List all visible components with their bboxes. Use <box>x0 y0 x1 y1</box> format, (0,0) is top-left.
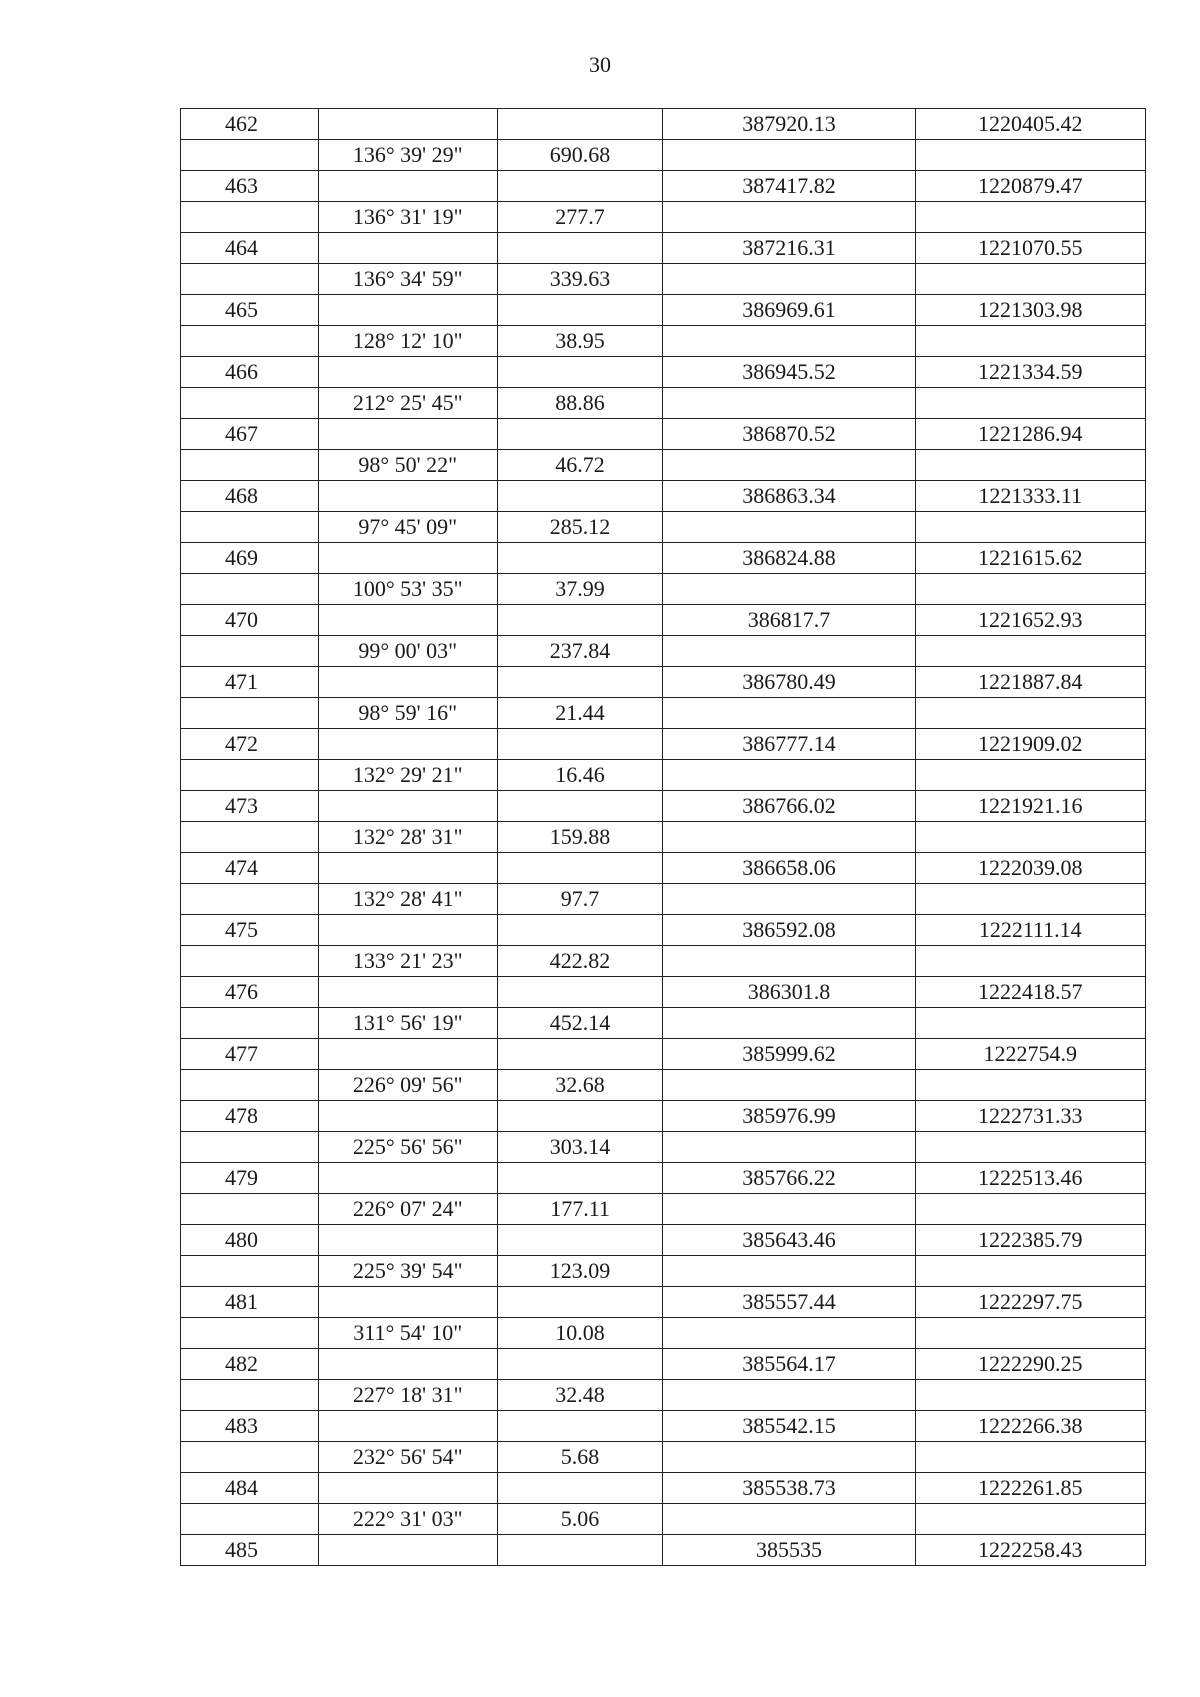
distance-cell: 32.48 <box>497 1380 663 1411</box>
easting-cell: 1221286.94 <box>915 419 1146 450</box>
point-row <box>181 791 1146 822</box>
distance-cell <box>497 1287 663 1318</box>
point-number-cell <box>181 1132 319 1163</box>
bearing-distance-row <box>181 574 1146 605</box>
distance-cell <box>497 1163 663 1194</box>
easting-cell: 1222261.85 <box>915 1473 1146 1504</box>
point-row <box>181 915 1146 946</box>
bearing-distance-row <box>181 202 1146 233</box>
northing-cell: 385564.17 <box>663 1349 915 1380</box>
bearing-cell: 100° 53' 35" <box>318 574 497 605</box>
distance-cell <box>497 1411 663 1442</box>
point-number-cell <box>181 760 319 791</box>
distance-cell <box>497 1473 663 1504</box>
northing-cell: 385542.15 <box>663 1411 915 1442</box>
northing-cell: 385766.22 <box>663 1163 915 1194</box>
distance-cell <box>497 667 663 698</box>
bearing-cell: 132° 29' 21" <box>318 760 497 791</box>
bearing-cell: 132° 28' 41" <box>318 884 497 915</box>
easting-cell <box>915 822 1146 853</box>
bearing-cell: 132° 28' 31" <box>318 822 497 853</box>
easting-cell: 1222513.46 <box>915 1163 1146 1194</box>
bearing-distance-row <box>181 822 1146 853</box>
bearing-cell <box>318 233 497 264</box>
easting-cell: 1222385.79 <box>915 1225 1146 1256</box>
distance-cell: 46.72 <box>497 450 663 481</box>
point-number-cell: 478 <box>181 1101 319 1132</box>
northing-cell: 385557.44 <box>663 1287 915 1318</box>
bearing-distance-row <box>181 698 1146 729</box>
point-number-cell: 469 <box>181 543 319 574</box>
bearing-cell: 97° 45' 09" <box>318 512 497 543</box>
easting-cell <box>915 946 1146 977</box>
point-row <box>181 605 1146 636</box>
point-number-cell <box>181 450 319 481</box>
northing-cell <box>663 264 915 295</box>
point-row <box>181 1535 1146 1566</box>
point-number-cell: 485 <box>181 1535 319 1566</box>
bearing-cell: 232° 56' 54" <box>318 1442 497 1473</box>
bearing-distance-row <box>181 1256 1146 1287</box>
distance-cell: 452.14 <box>497 1008 663 1039</box>
bearing-cell <box>318 419 497 450</box>
easting-cell: 1222290.25 <box>915 1349 1146 1380</box>
bearing-cell <box>318 357 497 388</box>
distance-cell: 16.46 <box>497 760 663 791</box>
northing-cell: 385999.62 <box>663 1039 915 1070</box>
bearing-distance-row <box>181 1132 1146 1163</box>
bearing-cell <box>318 1039 497 1070</box>
distance-cell <box>497 915 663 946</box>
point-row <box>181 357 1146 388</box>
bearing-distance-row <box>181 1380 1146 1411</box>
point-number-cell: 480 <box>181 1225 319 1256</box>
northing-cell <box>663 326 915 357</box>
bearing-distance-row <box>181 884 1146 915</box>
northing-cell: 385538.73 <box>663 1473 915 1504</box>
point-row <box>181 295 1146 326</box>
bearing-cell <box>318 543 497 574</box>
easting-cell: 1222258.43 <box>915 1535 1146 1566</box>
northing-cell <box>663 1504 915 1535</box>
point-row <box>181 667 1146 698</box>
point-number-cell <box>181 698 319 729</box>
point-number-cell <box>181 1380 319 1411</box>
point-row <box>181 853 1146 884</box>
northing-cell: 385535 <box>663 1535 915 1566</box>
northing-cell <box>663 574 915 605</box>
point-number-cell <box>181 636 319 667</box>
distance-cell <box>497 605 663 636</box>
bearing-cell: 222° 31' 03" <box>318 1504 497 1535</box>
point-row <box>181 729 1146 760</box>
bearing-cell: 133° 21' 23" <box>318 946 497 977</box>
northing-cell <box>663 388 915 419</box>
easting-cell <box>915 264 1146 295</box>
bearing-cell <box>318 1535 497 1566</box>
point-number-cell <box>181 512 319 543</box>
bearing-cell <box>318 295 497 326</box>
easting-cell <box>915 140 1146 171</box>
easting-cell <box>915 388 1146 419</box>
bearing-distance-row <box>181 140 1146 171</box>
point-row <box>181 1039 1146 1070</box>
bearing-cell: 227° 18' 31" <box>318 1380 497 1411</box>
point-number-cell <box>181 140 319 171</box>
northing-cell <box>663 1318 915 1349</box>
easting-cell: 1221652.93 <box>915 605 1146 636</box>
bearing-cell <box>318 1225 497 1256</box>
distance-cell: 690.68 <box>497 140 663 171</box>
northing-cell: 386870.52 <box>663 419 915 450</box>
easting-cell: 1222297.75 <box>915 1287 1146 1318</box>
table-body <box>181 109 1146 1566</box>
point-number-cell: 470 <box>181 605 319 636</box>
easting-cell <box>915 698 1146 729</box>
point-row <box>181 543 1146 574</box>
northing-cell <box>663 760 915 791</box>
northing-cell <box>663 1380 915 1411</box>
easting-cell: 1221921.16 <box>915 791 1146 822</box>
northing-cell <box>663 1256 915 1287</box>
easting-cell: 1221333.11 <box>915 481 1146 512</box>
distance-cell: 339.63 <box>497 264 663 295</box>
bearing-cell: 128° 12' 10" <box>318 326 497 357</box>
point-row <box>181 1287 1146 1318</box>
point-number-cell: 483 <box>181 1411 319 1442</box>
easting-cell: 1220405.42 <box>915 109 1146 140</box>
point-number-cell <box>181 574 319 605</box>
distance-cell: 123.09 <box>497 1256 663 1287</box>
northing-cell <box>663 1070 915 1101</box>
page-number: 30 <box>589 52 611 77</box>
bearing-distance-row <box>181 450 1146 481</box>
bearing-cell <box>318 109 497 140</box>
point-number-cell <box>181 1070 319 1101</box>
easting-cell: 1221887.84 <box>915 667 1146 698</box>
easting-cell: 1221909.02 <box>915 729 1146 760</box>
bearing-distance-row <box>181 1504 1146 1535</box>
point-number-cell <box>181 326 319 357</box>
point-number-cell: 481 <box>181 1287 319 1318</box>
bearing-cell <box>318 1349 497 1380</box>
bearing-distance-row <box>181 636 1146 667</box>
bearing-cell: 99° 00' 03" <box>318 636 497 667</box>
distance-cell: 5.68 <box>497 1442 663 1473</box>
bearing-cell: 98° 59' 16" <box>318 698 497 729</box>
easting-cell: 1222111.14 <box>915 915 1146 946</box>
easting-cell <box>915 884 1146 915</box>
point-row <box>181 109 1146 140</box>
distance-cell: 10.08 <box>497 1318 663 1349</box>
bearing-cell <box>318 1163 497 1194</box>
northing-cell <box>663 946 915 977</box>
distance-cell <box>497 357 663 388</box>
point-number-cell <box>181 1318 319 1349</box>
survey-coordinates-table <box>180 108 1146 1566</box>
northing-cell: 386824.88 <box>663 543 915 574</box>
bearing-distance-row <box>181 512 1146 543</box>
bearing-cell: 131° 56' 19" <box>318 1008 497 1039</box>
distance-cell <box>497 729 663 760</box>
northing-cell: 386969.61 <box>663 295 915 326</box>
point-number-cell <box>181 1194 319 1225</box>
easting-cell: 1221615.62 <box>915 543 1146 574</box>
bearing-cell: 212° 25' 45" <box>318 388 497 419</box>
bearing-cell: 226° 09' 56" <box>318 1070 497 1101</box>
bearing-cell <box>318 853 497 884</box>
distance-cell <box>497 1535 663 1566</box>
point-number-cell <box>181 822 319 853</box>
distance-cell <box>497 109 663 140</box>
bearing-distance-row <box>181 946 1146 977</box>
easting-cell <box>915 636 1146 667</box>
point-number-cell <box>181 388 319 419</box>
northing-cell <box>663 636 915 667</box>
easting-cell <box>915 1070 1146 1101</box>
point-row <box>181 1225 1146 1256</box>
bearing-distance-row <box>181 1070 1146 1101</box>
northing-cell <box>663 698 915 729</box>
distance-cell <box>497 791 663 822</box>
bearing-distance-row <box>181 326 1146 357</box>
easting-cell: 1221070.55 <box>915 233 1146 264</box>
distance-cell: 177.11 <box>497 1194 663 1225</box>
northing-cell <box>663 884 915 915</box>
northing-cell: 386301.8 <box>663 977 915 1008</box>
point-number-cell <box>181 884 319 915</box>
bearing-cell <box>318 667 497 698</box>
bearing-cell: 225° 56' 56" <box>318 1132 497 1163</box>
distance-cell <box>497 853 663 884</box>
bearing-distance-row <box>181 1442 1146 1473</box>
northing-cell: 387417.82 <box>663 171 915 202</box>
point-row <box>181 1411 1146 1442</box>
distance-cell: 97.7 <box>497 884 663 915</box>
easting-cell: 1221303.98 <box>915 295 1146 326</box>
point-number-cell: 471 <box>181 667 319 698</box>
point-row <box>181 1101 1146 1132</box>
northing-cell: 386945.52 <box>663 357 915 388</box>
point-number-cell <box>181 1504 319 1535</box>
point-number-cell: 462 <box>181 109 319 140</box>
northing-cell <box>663 140 915 171</box>
point-number-cell: 476 <box>181 977 319 1008</box>
distance-cell: 21.44 <box>497 698 663 729</box>
bearing-cell <box>318 729 497 760</box>
point-number-cell <box>181 1008 319 1039</box>
point-number-cell <box>181 946 319 977</box>
distance-cell <box>497 1039 663 1070</box>
bearing-distance-row <box>181 264 1146 295</box>
easting-cell <box>915 326 1146 357</box>
easting-cell: 1220879.47 <box>915 171 1146 202</box>
bearing-cell <box>318 791 497 822</box>
point-row <box>181 171 1146 202</box>
point-number-cell <box>181 1442 319 1473</box>
point-number-cell <box>181 202 319 233</box>
easting-cell <box>915 1318 1146 1349</box>
point-number-cell: 479 <box>181 1163 319 1194</box>
point-number-cell <box>181 264 319 295</box>
point-number-cell: 472 <box>181 729 319 760</box>
bearing-cell <box>318 171 497 202</box>
bearing-cell: 98° 50' 22" <box>318 450 497 481</box>
distance-cell <box>497 543 663 574</box>
bearing-cell <box>318 977 497 1008</box>
bearing-cell: 136° 39' 29" <box>318 140 497 171</box>
distance-cell: 88.86 <box>497 388 663 419</box>
point-row <box>181 977 1146 1008</box>
point-number-cell: 465 <box>181 295 319 326</box>
easting-cell <box>915 1380 1146 1411</box>
bearing-distance-row <box>181 760 1146 791</box>
bearing-distance-row <box>181 1318 1146 1349</box>
distance-cell: 32.68 <box>497 1070 663 1101</box>
bearing-cell <box>318 915 497 946</box>
bearing-cell <box>318 1473 497 1504</box>
easting-cell <box>915 760 1146 791</box>
northing-cell: 386780.49 <box>663 667 915 698</box>
point-number-cell: 468 <box>181 481 319 512</box>
distance-cell: 422.82 <box>497 946 663 977</box>
easting-cell <box>915 1008 1146 1039</box>
northing-cell: 386863.34 <box>663 481 915 512</box>
northing-cell <box>663 450 915 481</box>
bearing-cell: 311° 54' 10" <box>318 1318 497 1349</box>
distance-cell <box>497 1349 663 1380</box>
distance-cell <box>497 419 663 450</box>
easting-cell: 1222039.08 <box>915 853 1146 884</box>
easting-cell <box>915 1256 1146 1287</box>
northing-cell: 385976.99 <box>663 1101 915 1132</box>
distance-cell: 38.95 <box>497 326 663 357</box>
bearing-cell <box>318 605 497 636</box>
point-row <box>181 1163 1146 1194</box>
northing-cell: 386592.08 <box>663 915 915 946</box>
easting-cell <box>915 574 1146 605</box>
distance-cell: 159.88 <box>497 822 663 853</box>
easting-cell: 1222754.9 <box>915 1039 1146 1070</box>
bearing-cell <box>318 1411 497 1442</box>
distance-cell <box>497 1101 663 1132</box>
distance-cell <box>497 977 663 1008</box>
bearing-cell <box>318 1101 497 1132</box>
easting-cell <box>915 450 1146 481</box>
northing-cell: 387216.31 <box>663 233 915 264</box>
point-number-cell: 467 <box>181 419 319 450</box>
easting-cell <box>915 202 1146 233</box>
northing-cell <box>663 202 915 233</box>
easting-cell <box>915 512 1146 543</box>
easting-cell <box>915 1504 1146 1535</box>
point-number-cell: 464 <box>181 233 319 264</box>
point-number-cell: 474 <box>181 853 319 884</box>
point-number-cell: 473 <box>181 791 319 822</box>
bearing-distance-row <box>181 388 1146 419</box>
point-number-cell: 482 <box>181 1349 319 1380</box>
distance-cell: 285.12 <box>497 512 663 543</box>
northing-cell <box>663 1132 915 1163</box>
distance-cell <box>497 295 663 326</box>
northing-cell: 387920.13 <box>663 109 915 140</box>
easting-cell <box>915 1442 1146 1473</box>
distance-cell <box>497 171 663 202</box>
distance-cell: 277.7 <box>497 202 663 233</box>
easting-cell: 1222731.33 <box>915 1101 1146 1132</box>
northing-cell: 386777.14 <box>663 729 915 760</box>
easting-cell <box>915 1194 1146 1225</box>
northing-cell: 386658.06 <box>663 853 915 884</box>
distance-cell: 37.99 <box>497 574 663 605</box>
point-row <box>181 1473 1146 1504</box>
easting-cell <box>915 1132 1146 1163</box>
northing-cell <box>663 512 915 543</box>
northing-cell: 386817.7 <box>663 605 915 636</box>
point-number-cell: 484 <box>181 1473 319 1504</box>
point-row <box>181 233 1146 264</box>
distance-cell <box>497 1225 663 1256</box>
point-number-cell <box>181 1256 319 1287</box>
bearing-cell: 225° 39' 54" <box>318 1256 497 1287</box>
point-row <box>181 481 1146 512</box>
point-number-cell: 475 <box>181 915 319 946</box>
distance-cell: 237.84 <box>497 636 663 667</box>
bearing-distance-row <box>181 1008 1146 1039</box>
easting-cell: 1221334.59 <box>915 357 1146 388</box>
northing-cell <box>663 1008 915 1039</box>
northing-cell: 386766.02 <box>663 791 915 822</box>
easting-cell: 1222418.57 <box>915 977 1146 1008</box>
northing-cell <box>663 1194 915 1225</box>
distance-cell: 303.14 <box>497 1132 663 1163</box>
bearing-cell <box>318 1287 497 1318</box>
northing-cell <box>663 1442 915 1473</box>
point-row <box>181 419 1146 450</box>
point-number-cell: 477 <box>181 1039 319 1070</box>
distance-cell <box>497 481 663 512</box>
distance-cell <box>497 233 663 264</box>
point-row <box>181 1349 1146 1380</box>
bearing-cell: 136° 34' 59" <box>318 264 497 295</box>
bearing-cell: 226° 07' 24" <box>318 1194 497 1225</box>
northing-cell <box>663 822 915 853</box>
point-number-cell: 466 <box>181 357 319 388</box>
bearing-distance-row <box>181 1194 1146 1225</box>
bearing-cell <box>318 481 497 512</box>
northing-cell: 385643.46 <box>663 1225 915 1256</box>
distance-cell: 5.06 <box>497 1504 663 1535</box>
point-number-cell: 463 <box>181 171 319 202</box>
easting-cell: 1222266.38 <box>915 1411 1146 1442</box>
bearing-cell: 136° 31' 19" <box>318 202 497 233</box>
